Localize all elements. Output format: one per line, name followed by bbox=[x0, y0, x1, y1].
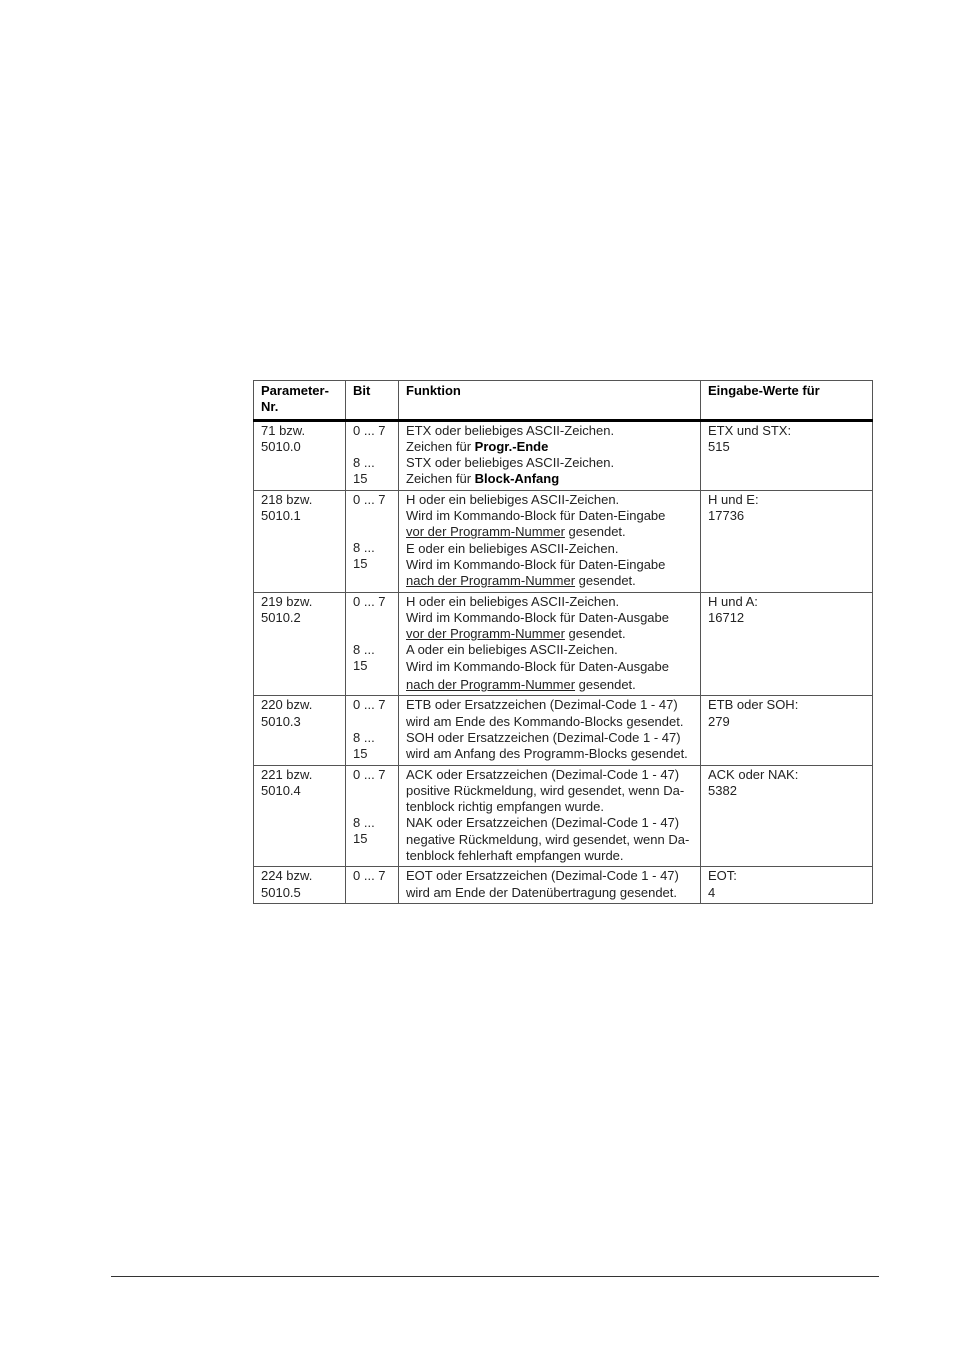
header-bit: Bit bbox=[346, 381, 399, 421]
input-value: 279 bbox=[708, 713, 730, 729]
bit-range: 0 ... 7 bbox=[353, 697, 386, 713]
input-value: 5382 bbox=[708, 782, 737, 798]
table-row bbox=[254, 765, 873, 867]
function-line: tenblock richtig empfangen wurde. bbox=[406, 799, 605, 815]
underlined-text: vor der Programm-Nummer bbox=[406, 524, 565, 540]
param-cell bbox=[254, 696, 346, 765]
bit-range: 0 ... 7 bbox=[353, 491, 386, 507]
bit-cell bbox=[346, 420, 399, 490]
param-number: 220 bzw. bbox=[261, 697, 313, 713]
function-line: nach der Programm-Nummer gesendet. bbox=[406, 677, 636, 693]
function-line: wird am Anfang des Programm-Blocks gesendet. bbox=[406, 746, 688, 762]
keyword-progr-ende: Progr.-Ende bbox=[474, 438, 549, 454]
function-line: vor der Programm-Nummer gesendet. bbox=[406, 524, 626, 540]
bit-cell bbox=[346, 765, 399, 867]
table-row bbox=[254, 592, 873, 696]
function-line: nach der Programm-Nummer gesendet. bbox=[406, 573, 636, 589]
function-line: ETB oder Ersatzzeichen (Dezimal-Code 1 - 47) bbox=[406, 697, 678, 713]
bit-range: 8 ... 15 bbox=[353, 641, 375, 674]
function-line: negative Rückmeldung, wird gesendet, wenn Da- bbox=[406, 831, 690, 847]
parameter-table bbox=[253, 380, 873, 904]
bit-cell bbox=[346, 696, 399, 765]
function-line: Wird im Kommando-Block für Daten-Ausgabe bbox=[406, 609, 669, 625]
function-line: EOT oder Ersatzzeichen (Dezimal-Code 1 - 47) bbox=[406, 868, 679, 884]
param-number: 71 bzw. bbox=[261, 422, 306, 438]
bit-range: 0 ... 7 bbox=[353, 868, 386, 884]
function-line: Wird im Kommando-Block für Daten-Eingabe bbox=[406, 556, 666, 572]
footer-rule bbox=[111, 1276, 879, 1277]
function-cell bbox=[399, 420, 701, 490]
param-cell bbox=[254, 867, 346, 904]
param-number: 221 bzw. bbox=[261, 766, 313, 782]
function-line: wird am Ende der Datenübertragung gesendet. bbox=[406, 884, 678, 900]
function-cell bbox=[399, 765, 701, 867]
param-number: 219 bzw. bbox=[261, 593, 313, 609]
function-line: Wird im Kommando-Block für Daten-Ausgabe bbox=[406, 658, 669, 674]
function-line: NAK oder Ersatzzeichen (Dezimal-Code 1 - 47) bbox=[406, 815, 680, 831]
function-cell bbox=[399, 592, 701, 696]
function-line: A oder ein beliebiges ASCII-Zeichen. bbox=[406, 642, 618, 658]
function-cell bbox=[399, 696, 701, 765]
header-parameter-nr: Parameter-Nr. bbox=[254, 381, 346, 421]
bit-range: 8 ... 15 bbox=[353, 814, 375, 847]
function-cell bbox=[399, 867, 701, 904]
header-eingabe-werte: Eingabe-Werte für bbox=[701, 381, 873, 421]
param-number: 224 bzw. bbox=[261, 868, 313, 884]
input-label: ACK oder NAK: bbox=[708, 766, 799, 782]
input-values-cell bbox=[701, 592, 873, 696]
param-number: 218 bzw. bbox=[261, 491, 313, 507]
function-line: STX oder beliebiges ASCII-Zeichen. bbox=[406, 455, 615, 471]
table-row bbox=[254, 490, 873, 592]
bit-cell bbox=[346, 592, 399, 696]
input-label: EOT: bbox=[708, 868, 737, 884]
param-address: 5010.0 bbox=[261, 438, 301, 454]
header-funktion: Funktion bbox=[399, 381, 701, 421]
function-line: Zeichen für Block-Anfang bbox=[406, 471, 560, 487]
function-line: wird am Ende des Kommando-Blocks gesendet. bbox=[406, 713, 684, 729]
input-values-cell bbox=[701, 696, 873, 765]
bit-range: 0 ... 7 bbox=[353, 593, 386, 609]
table-row bbox=[254, 867, 873, 904]
bit-range: 0 ... 7 bbox=[353, 766, 386, 782]
param-cell bbox=[254, 490, 346, 592]
input-label: ETX und STX: bbox=[708, 422, 792, 438]
input-values-cell bbox=[701, 867, 873, 904]
input-label: ETB oder SOH: bbox=[708, 697, 799, 713]
underlined-text: vor der Programm-Nummer bbox=[406, 626, 565, 642]
input-label: H und E: bbox=[708, 491, 759, 507]
function-cell bbox=[399, 490, 701, 592]
bit-range: 8 ... 15 bbox=[353, 729, 375, 761]
bit-range: 8 ... 15 bbox=[353, 540, 375, 572]
input-value: 16712 bbox=[708, 609, 745, 625]
bit-range: 0 ... 7 bbox=[353, 422, 386, 438]
function-line: positive Rückmeldung, wird gesendet, wenn Da- bbox=[406, 782, 685, 798]
bit-cell bbox=[346, 867, 399, 904]
param-address: 5010.2 bbox=[261, 609, 301, 625]
function-line: H oder ein beliebiges ASCII-Zeichen. bbox=[406, 491, 620, 507]
param-address: 5010.3 bbox=[261, 713, 301, 729]
bit-cell bbox=[346, 490, 399, 592]
param-address: 5010.4 bbox=[261, 782, 301, 798]
param-cell bbox=[254, 592, 346, 696]
input-values-cell bbox=[701, 765, 873, 867]
param-address: 5010.5 bbox=[261, 884, 301, 900]
function-line: vor der Programm-Nummer gesendet. bbox=[406, 626, 626, 642]
function-line: SOH oder Ersatzzeichen (Dezimal-Code 1 - 47) bbox=[406, 729, 681, 745]
input-label: H und A: bbox=[708, 593, 758, 609]
keyword-block-anfang: Block-Anfang bbox=[474, 471, 560, 487]
function-line: tenblock fehlerhaft empfangen wurde. bbox=[406, 848, 624, 864]
input-value: 17736 bbox=[708, 508, 745, 524]
function-line: H oder ein beliebiges ASCII-Zeichen. bbox=[406, 593, 620, 609]
table-row bbox=[254, 696, 873, 765]
input-value: 515 bbox=[708, 438, 730, 454]
input-value: 4 bbox=[708, 884, 716, 900]
function-line: E oder ein beliebiges ASCII-Zeichen. bbox=[406, 540, 619, 556]
input-values-cell bbox=[701, 420, 873, 490]
underlined-text: nach der Programm-Nummer bbox=[406, 573, 576, 589]
table-row bbox=[254, 420, 873, 490]
function-line: Wird im Kommando-Block für Daten-Eingabe bbox=[406, 508, 666, 524]
function-line: ACK oder Ersatzzeichen (Dezimal-Code 1 - 47) bbox=[406, 766, 680, 782]
function-line: Zeichen für Progr.-Ende bbox=[406, 438, 549, 454]
param-address: 5010.1 bbox=[261, 508, 301, 524]
function-line: ETX oder beliebiges ASCII-Zeichen. bbox=[406, 422, 615, 438]
param-cell bbox=[254, 765, 346, 867]
underlined-text: nach der Programm-Nummer bbox=[406, 677, 576, 693]
bit-range: 8 ... 15 bbox=[353, 454, 375, 487]
input-values-cell bbox=[701, 490, 873, 592]
table-header-row bbox=[254, 381, 873, 421]
param-cell bbox=[254, 420, 346, 490]
